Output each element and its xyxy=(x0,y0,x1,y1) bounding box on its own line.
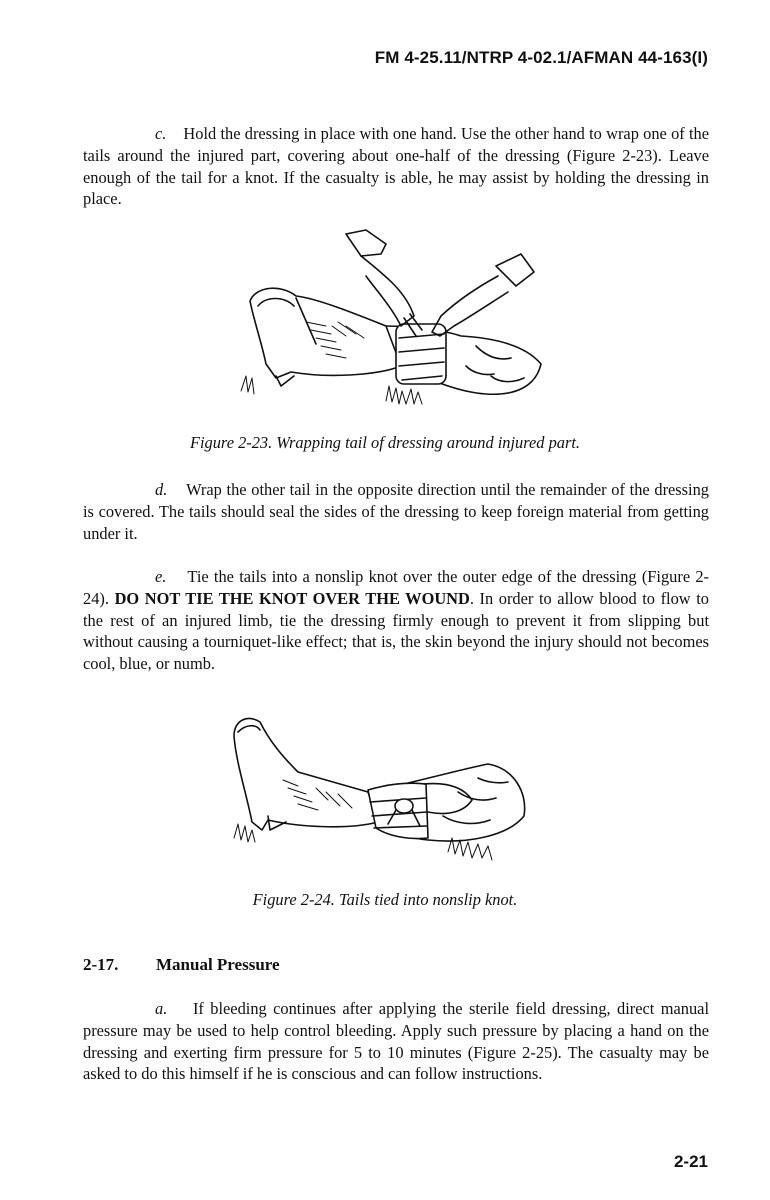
running-header: FM 4-25.11/NTRP 4-02.1/AFMAN 44-163(I) xyxy=(374,48,708,67)
paragraph-text: Hold the dressing in place with one hand. Use the other hand to wrap one of the tails around the injured part, covering about one-half of the dressing (Figure 2-23). Leave enough of the tail for a knot. If the casualty is able, he may assist by holding the dressing in place. xyxy=(83,124,710,209)
paragraph-letter: c. xyxy=(155,124,167,143)
paragraph-d xyxy=(83,479,709,544)
paragraph-text: If bleeding continues after applying the sterile field dressing, direct manual pressure may be used to help control bleeding. Apply such pressure by placing a hand on the dressing and exerting firm pressure for 5 to 10 minutes (Figure 2-25). The casualty may be asked to do this himself if he is conscious and can follow instructions. xyxy=(83,999,710,1084)
section-heading xyxy=(83,955,280,975)
paragraph-text: Wrap the other tail in the opposite direction until the remainder of the dressing is covered. The tails should seal the sides of the dressing to keep foreign material from getting under it. xyxy=(83,480,709,543)
paragraph-letter: e. xyxy=(155,567,167,586)
figure-2-24-illustration xyxy=(228,712,534,872)
section-number: 2-17. xyxy=(83,955,119,974)
paragraph-e xyxy=(83,566,709,675)
section-title: Manual Pressure xyxy=(156,955,280,974)
figure-2-23-illustration xyxy=(236,226,546,416)
paragraph-a xyxy=(83,998,709,1085)
paragraph-c xyxy=(83,123,709,210)
figure-2-23-caption: Figure 2-23. Wrapping tail of dressing around injured part. xyxy=(189,433,581,452)
paragraph-text: Tie the tails into a nonslip knot over the outer edge of the dressing (Figure 2-24). xyxy=(83,567,710,608)
paragraph-letter: d. xyxy=(155,480,168,499)
paragraph-text: . In order to allow blood to flow to the rest of an injured limb, tie the dressing firmly enough to prevent it from slipping but without causing a tourniquet-like effect; that is, the skin beyond the injury should not becomes cool, blue, or numb. xyxy=(83,588,709,674)
page-number: 2-21 xyxy=(673,1152,708,1171)
figure-2-24-caption: Figure 2-24. Tails tied into nonslip knot. xyxy=(252,890,518,909)
warning-text: DO NOT TIE THE KNOT OVER THE WOUND xyxy=(114,588,470,608)
paragraph-letter: a. xyxy=(155,999,168,1018)
